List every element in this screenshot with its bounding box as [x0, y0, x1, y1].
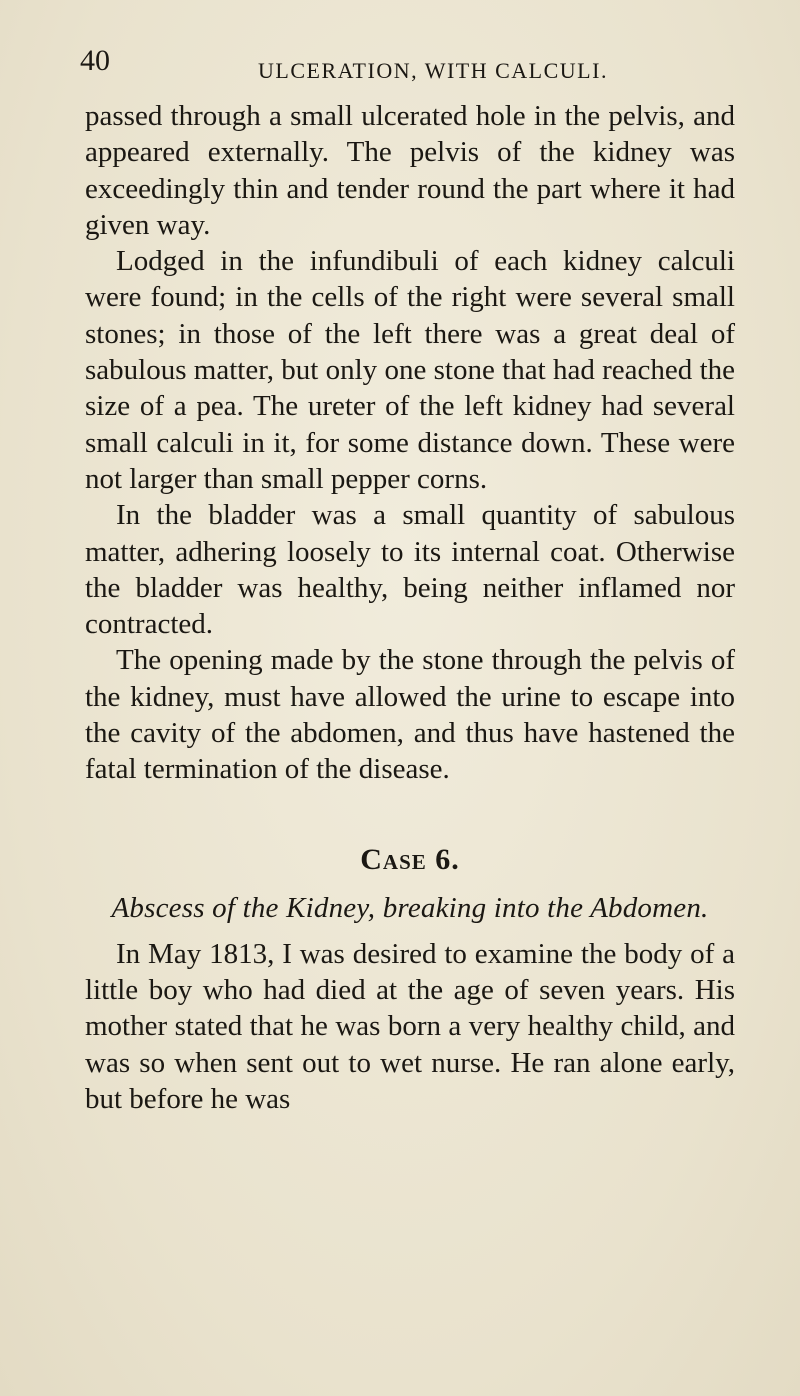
main-text [85, 98, 735, 1117]
paragraph-continuation: passed through a small ulcerated hole in the pelvis, and appeared externally. The pelvis of the kidney was exceedingly thin and tender round the part where it had given way. [85, 100, 735, 241]
paragraph-case-intro: In May 1813, I was desired to examine the body of a little boy who had died at the age of seven years. His mother stated that he was born a very healthy child, and was so when sent out to wet nurse. He ran alone early, but before he was [85, 937, 735, 1115]
running-title: ULCERATION, WITH CALCULI. [258, 58, 608, 83]
page-number: 40 [80, 44, 110, 77]
page-header [80, 46, 760, 96]
paragraph-calculi: Lodged in the infundibuli of each kidney calculi were found; in the cells of the right were several small stones; in those of the left there was a great deal of sabulous matter, but only one stone that had reached the size of a pea. The ureter of the left kidney had several small calculi in it, for some distance down. These were not larger than small pepper corns. [85, 245, 735, 495]
paragraph-opening: The opening made by the stone through the pelvis of the kidney, must have allowed the urine to escape into the cavity of the abdomen, and thus have hastened the fatal termination of the disease. [85, 644, 735, 786]
case-subtitle: Abscess of the Kidney, breaking into the Abdomen. [111, 891, 709, 924]
paragraph-bladder: In the bladder was a small quantity of sabulous matter, adhering loosely to its internal coat. Otherwise the bladder was healthy, being neither inflamed nor contracted. [85, 499, 735, 641]
case-heading: Case 6. [360, 842, 460, 876]
